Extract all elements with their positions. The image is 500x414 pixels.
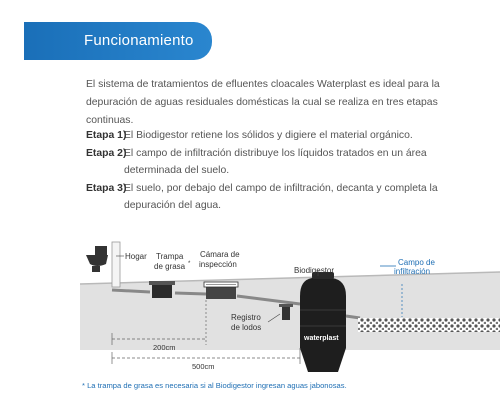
stage-2-label: Etapa 2) [86,148,127,159]
label-hogar: Hogar [125,252,147,261]
label-trampa-line1: Trampa [156,252,184,261]
stage-2-text: El campo de infiltración distribuye los líquidos tratados en un área determinada del suelo. [124,148,427,176]
pipe-trap-to-chamber [175,293,206,294]
section-title: Funcionamiento [84,32,194,49]
pipe-tank-to-field [346,316,360,318]
grease-trap [149,281,175,298]
stage-list [86,127,481,215]
label-trampa-line2: de grasa [154,262,186,271]
stage-1 [86,127,481,144]
stage-1-text: El Biodigestor retiene los sólidos y digiere el material orgánico. [124,130,413,141]
label-500cm: 500cm [192,362,215,371]
house-wall [112,242,120,287]
stage-2 [86,145,481,179]
label-registro-line1: Registro [231,313,261,322]
label-camara-line1: Cámara de [200,250,240,259]
label-campo-line1: Campo de [398,258,435,267]
stage-3-label: Etapa 3) [86,183,127,194]
toilet-icon [86,246,108,272]
footnote: * La trampa de grasa es necesaria si al Biodigestor ingresan aguas jabonosas. [82,381,347,390]
system-diagram [0,240,500,380]
house-drain-pipe [112,290,150,292]
label-trampa-asterisk: * [188,261,191,267]
intro-paragraph: El sistema de tratamientos de efluentes cloacales Waterplast es ideal para la depuración de aguas residuales domésticas la cual se realiza en tres etapas continuas. [86,79,440,126]
biodigestor-tank [300,272,346,372]
label-registro-line2: de lodos [231,323,262,332]
stage-3 [86,180,481,214]
label-campo-line2: infiltración [394,267,431,276]
tank-brand-logo: waterplast [304,335,339,342]
label-biodigestor: Biodigestor [294,266,335,275]
label-200cm: 200cm [153,343,176,352]
stage-1-label: Etapa 1) [86,130,127,141]
inspection-chamber [204,282,238,299]
label-camara-line2: inspección [199,260,237,269]
stage-3-text: El suelo, por debajo del campo de infiltración, decanta y completa la depuración del agua. [124,183,438,211]
section-header [24,22,212,60]
infiltration-gravel-bed [358,318,500,332]
